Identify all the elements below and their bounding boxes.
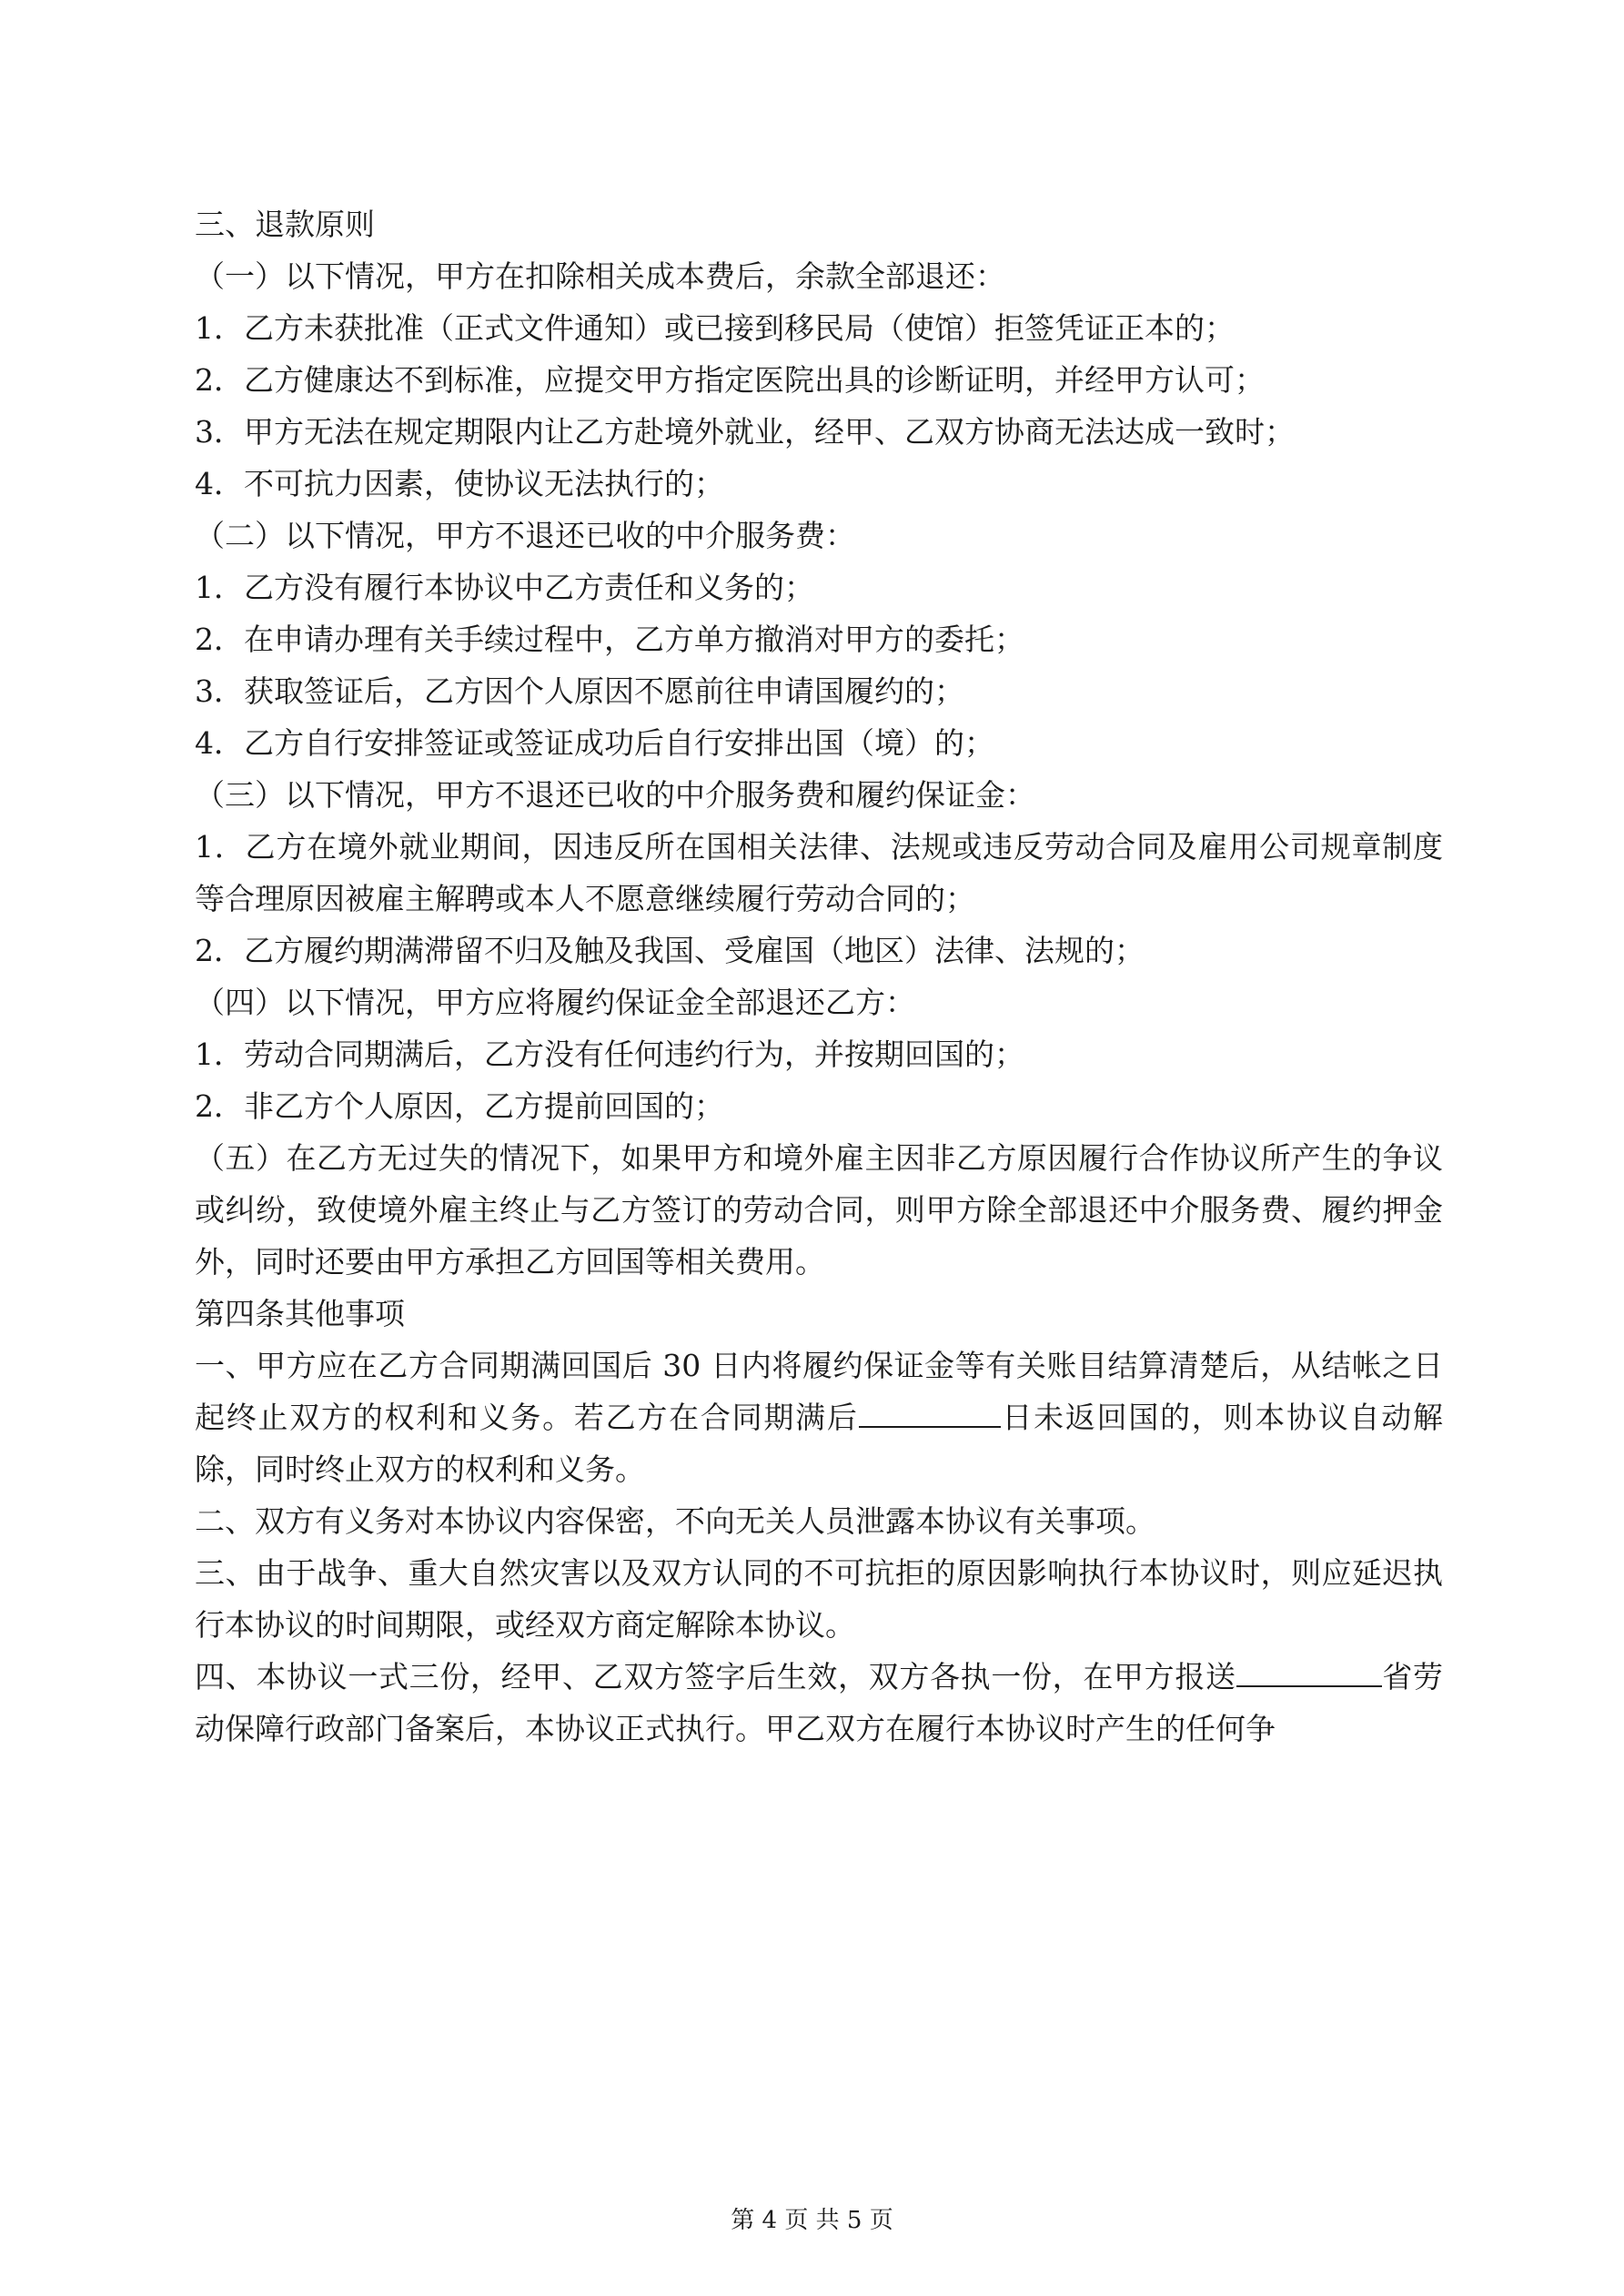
list-item: 3．甲方无法在规定期限内让乙方赴境外就业，经甲、乙双方协商无法达成一致时； bbox=[195, 414, 1295, 450]
list-item: 1．乙方在境外就业期间，因违反所在国相关法律、法规或违反劳动合同及雇用公司规章制度等合理原因被雇主解聘或本人不愿意继续履行劳动合同的； bbox=[195, 829, 1443, 916]
page-number-footer: 第 4 页 共 5 页 bbox=[731, 2207, 893, 2234]
subsection-title: （三）以下情况，甲方不退还已收的中介服务费和履约保证金： bbox=[195, 777, 1035, 813]
clause-text: 日未返回国的，则本协议自动解除，同时终止双方的权利和义务。 bbox=[195, 1400, 1444, 1487]
subsection-title: （四）以下情况，甲方应将履约保证金全部退还乙方： bbox=[195, 985, 915, 1020]
list-item: 1．乙方未获批准（正式文件通知）或已接到移民局（使馆）拒签凭证正本的； bbox=[195, 310, 1235, 346]
clause-paragraph: 三、由于战争、重大自然灾害以及双方认同的不可抗拒的原因影响执行本协议时，则应延迟执行本协议的时间期限，或经双方商定解除本协议。 bbox=[195, 1555, 1443, 1643]
fill-in-blank bbox=[859, 1399, 1001, 1428]
article-heading: 第四条其他事项 bbox=[195, 1296, 405, 1331]
clause-text: 一、甲方应在乙方合同期满回国后 30 日内将履约保证金等有关账目结算清楚后，从结帐之日起终止双方的权利和义务。若乙方在合同期满后 bbox=[195, 1348, 1443, 1435]
list-item: 4．不可抗力因素，使协议无法执行的； bbox=[195, 466, 724, 501]
clause-paragraph: 二、双方有义务对本协议内容保密，不向无关人员泄露本协议有关事项。 bbox=[195, 1503, 1155, 1539]
list-item: 4．乙方自行安排签证或签证成功后自行安排出国（境）的； bbox=[195, 725, 994, 761]
list-item: 3．获取签证后，乙方因个人原因不愿前往申请国履约的； bbox=[195, 673, 964, 709]
clause-text: 省劳动保障行政部门备案后，本协议正式执行。甲乙双方在履行本协议时产生的任何争 bbox=[195, 1659, 1444, 1746]
list-item: 2．在申请办理有关手续过程中，乙方单方撤消对甲方的委托； bbox=[195, 622, 1024, 657]
section-heading: 三、退款原则 bbox=[195, 207, 375, 242]
list-item: 1．乙方没有履行本协议中乙方责任和义务的； bbox=[195, 570, 814, 605]
document-body bbox=[195, 198, 1443, 1755]
subsection-paragraph: （五）在乙方无过失的情况下，如果甲方和境外雇主因非乙方原因履行合作协议所产生的争议或纠纷，致使境外雇主终止与乙方签订的劳动合同，则甲方除全部退还中介服务费、履约押金外，同时还要由甲方承担乙方回国等相关费用。 bbox=[195, 1140, 1443, 1279]
list-item: 2．乙方健康达不到标准，应提交甲方指定医院出具的诊断证明，并经甲方认可； bbox=[195, 362, 1265, 398]
subsection-title: （一）以下情况，甲方在扣除相关成本费后，余款全部退还： bbox=[195, 258, 1005, 294]
clause-paragraph bbox=[195, 1651, 1443, 1755]
fill-in-blank bbox=[1236, 1658, 1382, 1687]
list-item: 1．劳动合同期满后，乙方没有任何违约行为，并按期回国的； bbox=[195, 1037, 1024, 1072]
clause-text: 四、本协议一式三份，经甲、乙双方签字后生效，双方各执一份，在甲方报送 bbox=[195, 1659, 1236, 1694]
subsection-title: （二）以下情况，甲方不退还已收的中介服务费： bbox=[195, 518, 855, 553]
list-item: 2．乙方履约期满滞留不归及触及我国、受雇国（地区）法律、法规的； bbox=[195, 933, 1145, 968]
list-item: 2．非乙方个人原因，乙方提前回国的； bbox=[195, 1088, 724, 1124]
clause-paragraph bbox=[195, 1340, 1443, 1495]
